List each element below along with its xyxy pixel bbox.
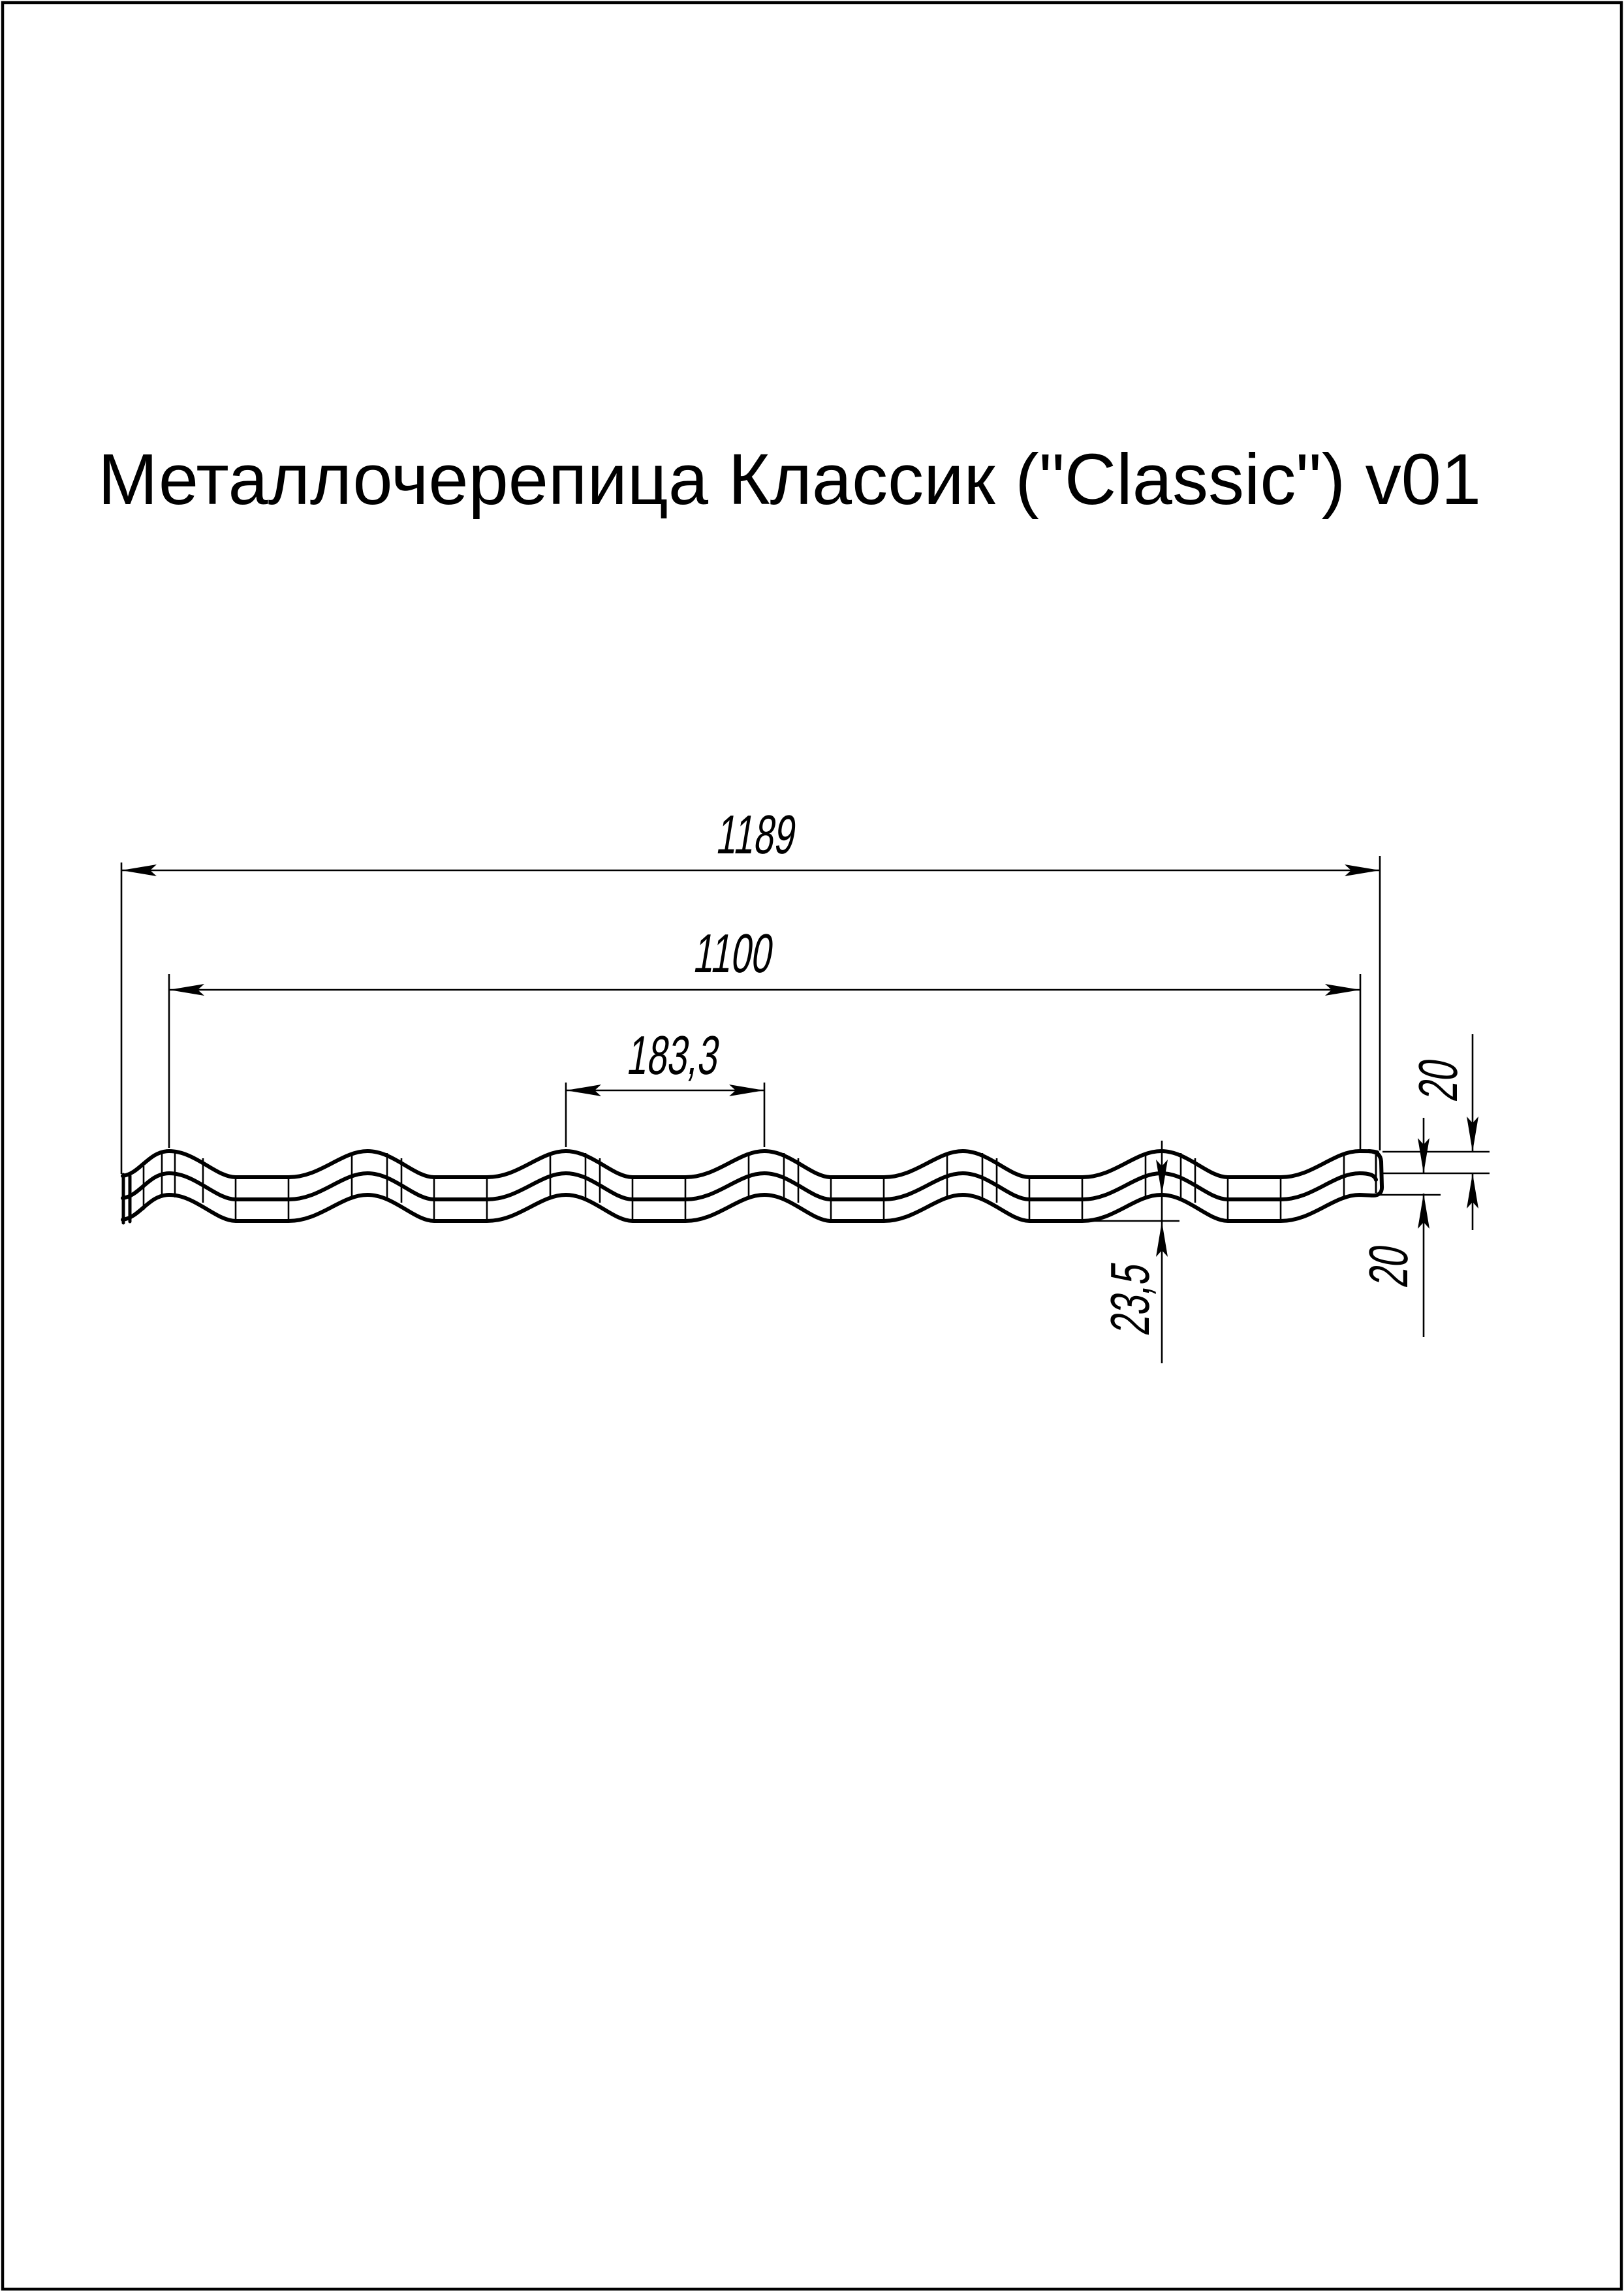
dim-step-bottom-label: 20	[1358, 1240, 1420, 1291]
dim-full-width-label: 1189	[713, 804, 801, 866]
tile-profile	[123, 1151, 1382, 1223]
dim-step-top-label: 20	[1408, 1054, 1469, 1105]
profile-top-line	[123, 1151, 1377, 1177]
dim-cover-width-label: 1100	[690, 923, 778, 985]
dim-wave-pitch	[566, 1025, 764, 1147]
drawing-title: Металлочерепица Классик ("Classic") v01	[98, 439, 1482, 520]
dim-wave-height-label: 23,5	[1100, 1258, 1161, 1339]
dim-step-top	[1382, 1034, 1490, 1230]
profile-bottom-line	[123, 1195, 1373, 1221]
page-border	[3, 3, 1621, 2289]
dim-wave-pitch-label: 183,3	[623, 1025, 725, 1086]
